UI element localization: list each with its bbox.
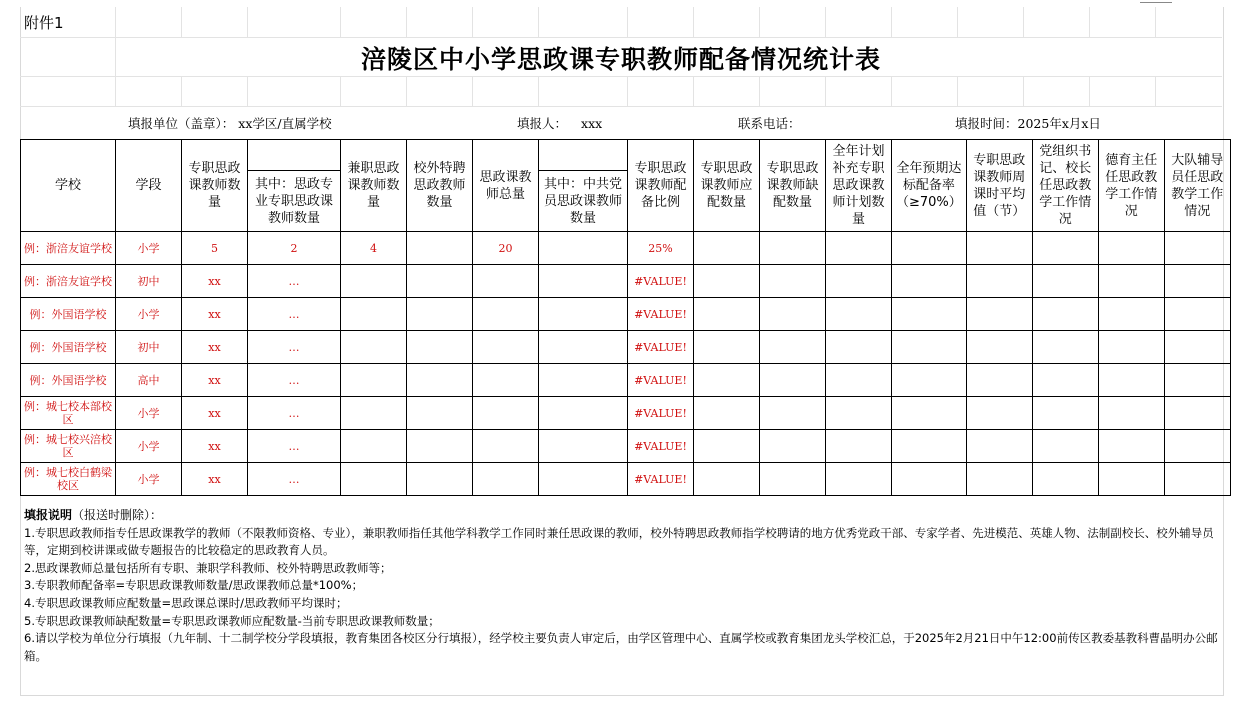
cell-school[interactable]: 例：城七校白鹤梁校区 [21, 463, 116, 496]
notes-heading-text: 填报说明 [24, 508, 73, 522]
grid-line [20, 76, 1222, 77]
reporter-value[interactable]: xxx [581, 116, 603, 131]
cell-school[interactable]: 例：外国语学校 [21, 331, 116, 364]
cell-empty[interactable] [966, 463, 1032, 496]
grid-line [538, 76, 539, 106]
cell-fulltime[interactable]: xx [182, 463, 248, 496]
grid-line [693, 7, 694, 37]
unit-label-text: 填报单位（盖章）： [128, 116, 235, 131]
cell-empty[interactable] [1098, 232, 1164, 265]
cell-empty[interactable] [407, 331, 473, 364]
notes-heading-suffix: （报送时删除）： [72, 508, 163, 522]
header-school: 学校 [21, 140, 116, 232]
cell-empty[interactable] [892, 430, 967, 463]
header-fulltime-count: 专职思政课教师数量 [182, 140, 248, 232]
cell-empty[interactable] [1032, 430, 1098, 463]
cell-parttime[interactable]: 4 [341, 232, 407, 265]
cell-empty[interactable] [1032, 298, 1098, 331]
cell-empty[interactable] [1164, 331, 1230, 364]
note-item: 1.专职思政教师指专任思政课教学的教师（不限教师资格、专业），兼职教师指任其他学科教学工作同时兼任思政课的教师，校外特聘思政教师指学校聘请的地方优秀党政干部、专家学者、先进模范、英雄人物、法制副校长、校外辅导员等，定期到校讲课或做专题报告的比较稳定的思政教育人员。 [24, 525, 1214, 558]
cell-empty[interactable] [966, 331, 1032, 364]
cell-empty[interactable] [892, 298, 967, 331]
grid-line [340, 76, 341, 106]
page-title: 涪陵区中小学思政课专职教师配备情况统计表 [360, 45, 881, 74]
cell-empty[interactable] [760, 298, 826, 331]
grid-line [20, 106, 1222, 107]
cell-fulltime[interactable]: xx [182, 265, 248, 298]
grid-line [1155, 76, 1156, 106]
cell-empty[interactable] [1032, 397, 1098, 430]
cell-empty[interactable] [1032, 232, 1098, 265]
cell-empty[interactable] [407, 232, 473, 265]
cell-total[interactable] [473, 265, 539, 298]
cell-fulltime[interactable]: xx [182, 331, 248, 364]
cell-empty[interactable] [826, 364, 892, 397]
cell-empty[interactable] [1098, 331, 1164, 364]
cell-empty[interactable] [760, 397, 826, 430]
table-row [21, 430, 1231, 463]
header-brigade-counselor: 大队辅导员任思政教学工作情况 [1164, 140, 1230, 232]
grid-line [957, 76, 958, 106]
note-item: 5.专职思政课教师缺配数量=专职思政课教师应配数量-当前专职思政课教师数量； [24, 613, 440, 628]
cell-empty[interactable] [1098, 397, 1164, 430]
header-party-member-count: 其中：中共党员思政课教师数量 [539, 171, 628, 232]
cell-empty[interactable] [1032, 364, 1098, 397]
grid-line [247, 7, 248, 37]
cell-parttime[interactable] [341, 463, 407, 496]
grid-line [472, 76, 473, 106]
table-row [21, 232, 1231, 265]
cell-empty[interactable] [407, 364, 473, 397]
grid-line [759, 76, 760, 106]
cell-empty[interactable] [1098, 265, 1164, 298]
cell-empty[interactable] [1098, 430, 1164, 463]
cell-ratio[interactable]: #VALUE! [628, 364, 694, 397]
unit-value[interactable]: xx学区/直属学校 [238, 116, 332, 131]
cell-ratio[interactable]: #VALUE! [628, 463, 694, 496]
cell-fulltime[interactable]: xx [182, 364, 248, 397]
grid-line [825, 76, 826, 106]
cell-empty[interactable] [1032, 265, 1098, 298]
cell-empty[interactable] [539, 298, 628, 331]
table-row [21, 397, 1231, 430]
cell-total[interactable]: 20 [473, 232, 539, 265]
cell-empty[interactable] [694, 364, 760, 397]
cell-ratio[interactable]: #VALUE! [628, 298, 694, 331]
cell-empty[interactable] [407, 265, 473, 298]
cell-empty[interactable] [539, 397, 628, 430]
cell-empty[interactable] [892, 232, 967, 265]
notes-section [24, 507, 1220, 665]
grid-line [1023, 76, 1024, 106]
cell-empty[interactable] [694, 298, 760, 331]
cell-major[interactable]: … [248, 298, 341, 331]
attachment-label: 附件1 [24, 14, 64, 32]
header-blank [539, 140, 628, 171]
grid-line [891, 7, 892, 37]
cell-empty[interactable] [407, 463, 473, 496]
cell-ratio[interactable]: #VALUE! [628, 265, 694, 298]
grid-line [693, 76, 694, 106]
cell-empty[interactable] [694, 463, 760, 496]
date-field [955, 114, 1101, 132]
cell-school[interactable]: 例：城七校本部校区 [21, 397, 116, 430]
cell-school[interactable]: 例：城七校兴涪校区 [21, 430, 116, 463]
header-party-secretary: 党组织书记、校长任思政教学工作情况 [1032, 140, 1098, 232]
cell-major[interactable]: … [248, 397, 341, 430]
table-row [21, 298, 1231, 331]
cell-empty[interactable] [826, 331, 892, 364]
grid-line [181, 7, 182, 37]
cell-major[interactable]: … [248, 364, 341, 397]
grid-line [538, 7, 539, 37]
date-value[interactable]: 2025年x月x日 [1017, 116, 1101, 131]
cell-empty[interactable] [966, 397, 1032, 430]
table-row [21, 265, 1231, 298]
date-label: 填报时间： [955, 116, 1018, 131]
cell-empty[interactable] [539, 463, 628, 496]
grid-line [1089, 7, 1090, 37]
header-parttime-count: 兼职思政课教师数量 [341, 140, 407, 232]
cell-empty[interactable] [892, 331, 967, 364]
cell-empty[interactable] [1164, 265, 1230, 298]
cell-empty[interactable] [966, 232, 1032, 265]
cell-fulltime[interactable]: xx [182, 298, 248, 331]
grid-line [20, 37, 1222, 38]
grid-line [1023, 7, 1024, 37]
cell-empty[interactable] [1164, 232, 1230, 265]
cell-empty[interactable] [760, 430, 826, 463]
grid-line [115, 76, 116, 106]
cell-stage[interactable]: 小学 [116, 463, 182, 496]
cell-empty[interactable] [1164, 364, 1230, 397]
cell-total[interactable] [473, 298, 539, 331]
cell-empty[interactable] [892, 265, 967, 298]
cell-empty[interactable] [1032, 331, 1098, 364]
cell-parttime[interactable] [341, 331, 407, 364]
cell-stage[interactable]: 小学 [116, 298, 182, 331]
cell-empty[interactable] [826, 463, 892, 496]
cell-stage[interactable]: 小学 [116, 232, 182, 265]
grid-line [247, 76, 248, 106]
cell-school[interactable]: 例：浙涪友谊学校 [21, 265, 116, 298]
cell-empty[interactable] [760, 364, 826, 397]
cell-major[interactable]: 2 [248, 232, 341, 265]
cell-major[interactable]: … [248, 430, 341, 463]
cell-empty[interactable] [760, 463, 826, 496]
cell-total[interactable] [473, 463, 539, 496]
cell-empty[interactable] [1164, 430, 1230, 463]
cell-school[interactable]: 例：外国语学校 [21, 298, 116, 331]
header-target-rate: 全年预期达标配备率（≥70%） [892, 140, 967, 232]
cell-empty[interactable] [826, 430, 892, 463]
cell-empty[interactable] [407, 397, 473, 430]
header-fulltime-major-count: 其中：思政专业专职思政课教师数量 [248, 171, 341, 232]
cell-school[interactable]: 例：浙涪友谊学校 [21, 232, 116, 265]
cell-empty[interactable] [966, 265, 1032, 298]
note-item: 2.思政课教师总量包括所有专职、兼职学科教师、校外特聘思政教师等； [24, 560, 392, 575]
grid-line [957, 7, 958, 37]
table-body [21, 232, 1231, 496]
phone-label: 联系电话： [738, 116, 801, 131]
grid-line [406, 76, 407, 106]
cell-stage[interactable]: 小学 [116, 397, 182, 430]
header-plan-count: 全年计划补充专职思政课教师计划数量 [826, 140, 892, 232]
cell-empty[interactable] [1164, 298, 1230, 331]
cell-empty[interactable] [694, 331, 760, 364]
cell-empty[interactable] [539, 430, 628, 463]
cell-fulltime[interactable]: xx [182, 397, 248, 430]
table-row [21, 331, 1231, 364]
cell-major[interactable]: … [248, 265, 341, 298]
cell-empty[interactable] [892, 364, 967, 397]
header-row [21, 140, 1231, 171]
cell-empty[interactable] [1098, 463, 1164, 496]
top-cell-stub [1140, 0, 1172, 3]
cell-ratio[interactable]: #VALUE! [628, 331, 694, 364]
cell-empty[interactable] [1164, 397, 1230, 430]
statistics-table [20, 139, 1231, 496]
cell-empty[interactable] [407, 430, 473, 463]
cell-total[interactable] [473, 331, 539, 364]
cell-empty[interactable] [760, 265, 826, 298]
header-external-count: 校外特聘思政教师数量 [407, 140, 473, 232]
cell-empty[interactable] [892, 397, 967, 430]
cell-empty[interactable] [1032, 463, 1098, 496]
cell-empty[interactable] [826, 265, 892, 298]
cell-school[interactable]: 例：外国语学校 [21, 364, 116, 397]
cell-empty[interactable] [966, 364, 1032, 397]
cell-major[interactable]: … [248, 463, 341, 496]
cell-empty[interactable] [826, 298, 892, 331]
cell-empty[interactable] [1098, 298, 1164, 331]
cell-total[interactable] [473, 430, 539, 463]
cell-empty[interactable] [826, 397, 892, 430]
grid-line [472, 7, 473, 37]
grid-line [1155, 7, 1156, 37]
cell-major[interactable]: … [248, 331, 341, 364]
cell-empty[interactable] [694, 265, 760, 298]
cell-empty[interactable] [694, 232, 760, 265]
cell-empty[interactable] [966, 430, 1032, 463]
cell-stage[interactable]: 高中 [116, 364, 182, 397]
header-moral-director: 德育主任任思政教学工作情况 [1098, 140, 1164, 232]
grid-line [627, 7, 628, 37]
cell-empty[interactable] [760, 331, 826, 364]
cell-empty[interactable] [694, 397, 760, 430]
reporter-label-text: 填报人： [517, 116, 568, 131]
cell-total[interactable] [473, 397, 539, 430]
cell-parttime[interactable] [341, 430, 407, 463]
cell-empty[interactable] [539, 364, 628, 397]
cell-empty[interactable] [826, 232, 892, 265]
cell-empty[interactable] [760, 232, 826, 265]
header-shortage-count: 专职思政课教师缺配数量 [760, 140, 826, 232]
note-item: 4.专职思政课教师应配数量=思政课总课时/思政教师平均课时； [24, 595, 348, 610]
cell-ratio[interactable]: 25% [628, 232, 694, 265]
cell-empty[interactable] [892, 463, 967, 496]
cell-fulltime[interactable]: 5 [182, 232, 248, 265]
grid-line [1089, 76, 1090, 106]
cell-ratio[interactable]: #VALUE! [628, 430, 694, 463]
table-row [21, 463, 1231, 496]
unit-label [128, 114, 332, 132]
cell-fulltime[interactable]: xx [182, 430, 248, 463]
grid-line [759, 7, 760, 37]
grid-line [181, 76, 182, 106]
cell-stage[interactable]: 初中 [116, 265, 182, 298]
grid-line [627, 76, 628, 106]
header-ratio: 专职思政课教师配备比例 [628, 140, 694, 232]
cell-empty[interactable] [1098, 364, 1164, 397]
cell-empty[interactable] [694, 430, 760, 463]
cell-ratio[interactable]: #VALUE! [628, 397, 694, 430]
header-blank [248, 140, 341, 171]
cell-total[interactable] [473, 364, 539, 397]
cell-stage[interactable]: 初中 [116, 331, 182, 364]
grid-line [340, 7, 341, 37]
grid-line [406, 7, 407, 37]
notes-heading [24, 507, 1220, 525]
cell-parttime[interactable] [341, 298, 407, 331]
cell-empty[interactable] [539, 232, 628, 265]
note-item: 6.请以学校为单位分行填报（九年制、十二制学校分学段填报，教育集团各校区分行填报），经学校主要负责人审定后，由学区管理中心、直属学校或教育集团龙头学校汇总，于2025年2月21日中午12:00前传区教委基教科曹晶明办公邮箱。 [24, 631, 1218, 663]
header-required-count: 专职思政课教师应配数量 [694, 140, 760, 232]
cell-empty[interactable] [966, 298, 1032, 331]
grid-line [891, 76, 892, 106]
cell-stage[interactable]: 小学 [116, 430, 182, 463]
header-stage: 学段 [116, 140, 182, 232]
table-row [21, 364, 1231, 397]
reporter-label [517, 114, 602, 132]
grid-line [825, 7, 826, 37]
cell-parttime[interactable] [341, 397, 407, 430]
header-avg-hours: 专职思政课教师周课时平均值（节） [966, 140, 1032, 232]
note-item: 3.专职教师配备率=专职思政课教师数量/思政课教师总量*100%； [24, 578, 364, 593]
cell-empty[interactable] [539, 265, 628, 298]
cell-parttime[interactable] [341, 265, 407, 298]
cell-parttime[interactable] [341, 364, 407, 397]
cell-empty[interactable] [1164, 463, 1230, 496]
header-total-count: 思政课教师总量 [473, 140, 539, 232]
cell-empty[interactable] [407, 298, 473, 331]
cell-empty[interactable] [539, 331, 628, 364]
